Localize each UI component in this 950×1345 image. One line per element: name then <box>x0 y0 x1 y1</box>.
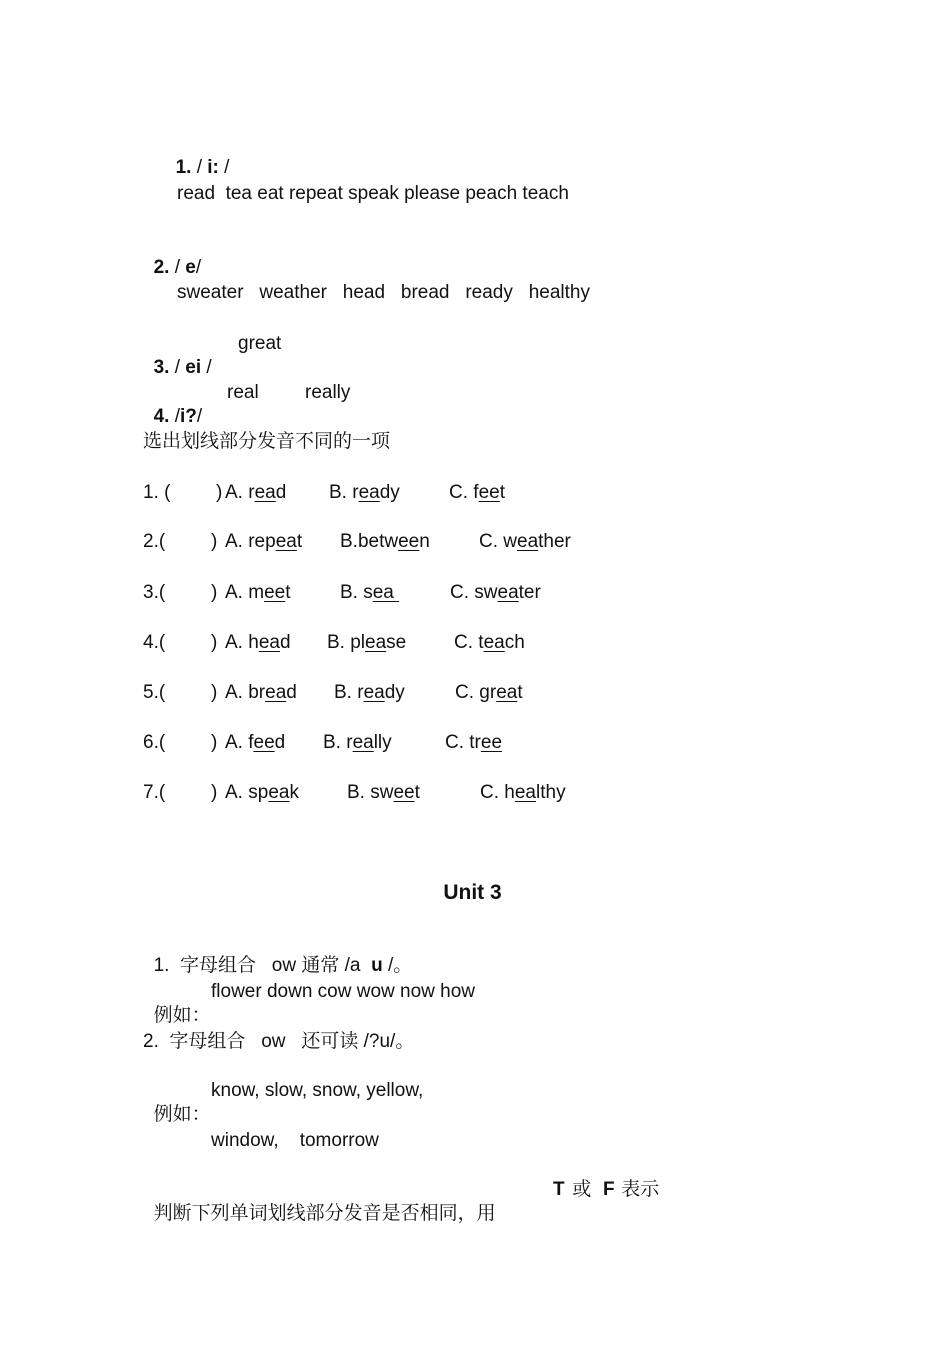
option-c: C. tree <box>445 732 503 753</box>
option-c: C. feet <box>449 482 505 503</box>
example-label: 例如： <box>153 1104 211 1125</box>
vowel-number: 2. <box>153 257 170 278</box>
vowel-number: 4. <box>153 406 170 427</box>
option-c: C. weather <box>479 531 571 552</box>
underlined-letters: ea <box>358 482 380 503</box>
underlined-letters: ee <box>393 782 415 803</box>
item-number: 7.( <box>143 782 166 803</box>
rule-2: 2. 字母组合 ow 还可读 /?u/。 <box>143 1031 415 1052</box>
option-a: A. read <box>225 482 287 503</box>
underlined-letters: ea <box>496 682 518 703</box>
item-number: 1. ( <box>143 482 171 503</box>
option-b: B. sweet <box>347 782 420 803</box>
underlined-letters: ea <box>363 682 385 703</box>
answer-blank[interactable]: ) <box>211 632 218 653</box>
option-a: A. feed <box>225 732 286 753</box>
underlined-letters: ea <box>265 682 287 703</box>
option-c: C. great <box>455 682 523 703</box>
option-a: A. speak <box>225 782 299 803</box>
answer-blank[interactable]: ) <box>211 732 218 753</box>
underlined-letters: ee <box>253 732 275 753</box>
answer-blank[interactable]: ) <box>211 531 218 552</box>
underlined-letters: ea <box>268 782 290 803</box>
item-number: 4.( <box>143 632 166 653</box>
underlined-letters: ea <box>517 531 539 552</box>
option-c: C. sweater <box>450 582 541 603</box>
example-label: 例如： <box>153 1005 211 1026</box>
vowel-number: 3. <box>153 357 170 378</box>
vowel-words-1: read tea eat repeat speak please peach teach <box>177 183 569 204</box>
item-number: 3.( <box>143 582 166 603</box>
underlined-letters: ea <box>497 582 519 603</box>
underlined-letters: ee <box>264 582 286 603</box>
vowel-number: 1. <box>175 157 192 178</box>
phonetic-symbol: i: <box>207 157 219 178</box>
option-a: A. head <box>225 632 291 653</box>
option-b: B. sea <box>340 582 400 603</box>
unit-title: Unit 3 <box>443 881 502 904</box>
vowel-heading-4: 4. /i?/ real really <box>153 382 351 427</box>
underlined-letters: ee <box>478 482 500 503</box>
option-c: C. teach <box>454 632 525 653</box>
underlined-letters: ea <box>254 482 276 503</box>
option-b: B. please <box>327 632 407 653</box>
option-b: B. ready <box>334 682 405 703</box>
underlined-letters: ea <box>514 782 536 803</box>
underlined-letters: ee <box>480 732 503 753</box>
item-number: 2.( <box>143 531 166 552</box>
vowel-words-3: great <box>238 333 282 354</box>
example-words: flower down cow wow now how <box>211 981 476 1002</box>
phonetic-symbol: e <box>185 257 196 278</box>
option-b: B. really <box>323 732 392 753</box>
phonetic-symbol: ei <box>185 357 202 378</box>
option-a: A. meet <box>225 582 291 603</box>
option-c: C. healthy <box>480 782 566 803</box>
option-b: B. ready <box>329 482 400 503</box>
example-words: know, slow, snow, yellow, <box>211 1080 424 1101</box>
underlined-letters: ee <box>398 531 420 552</box>
exercise-instruction: 选出划线部分发音不同的一项 <box>143 431 391 452</box>
underlined-letters: ea <box>483 632 505 653</box>
example-words-continued: window, tomorrow <box>211 1130 379 1151</box>
rule-1: 1. 字母组合 ow 通常 /a u /。 <box>153 955 413 976</box>
answer-blank[interactable]: ) <box>211 582 218 603</box>
phonetic-symbol: i? <box>179 406 197 427</box>
vowel-word: really <box>305 382 351 403</box>
answer-blank[interactable]: ) <box>211 782 218 803</box>
answer-blank[interactable]: ) <box>211 682 218 703</box>
underlined-letters: ea <box>258 632 280 653</box>
option-a: A. repeat <box>225 531 303 552</box>
item-number: 6.( <box>143 732 166 753</box>
underlined-letters: ea <box>372 582 400 603</box>
vowel-heading-1: 1. / i: / <box>175 157 230 178</box>
underlined-letters: ea <box>275 531 297 552</box>
vowel-heading-3: 3. / ei / great <box>153 333 282 378</box>
vowel-word: real <box>227 382 259 403</box>
answer-blank[interactable]: ) <box>216 482 223 503</box>
vowel-words-2: sweater weather head bread ready healthy <box>177 282 590 303</box>
vowel-heading-2: 2. / e/ <box>153 257 202 278</box>
item-number: 5.( <box>143 682 166 703</box>
false-marker: F <box>603 1179 615 1200</box>
true-marker: T <box>553 1179 565 1200</box>
option-a: A. bread <box>225 682 297 703</box>
underlined-letters: ea <box>352 732 374 753</box>
underlined-letters: ea <box>365 632 387 653</box>
option-b: B.between <box>340 531 430 552</box>
tf-instruction: 判断下列单词划线部分发音是否相同，用 T 或 F 表示 <box>153 1179 660 1224</box>
